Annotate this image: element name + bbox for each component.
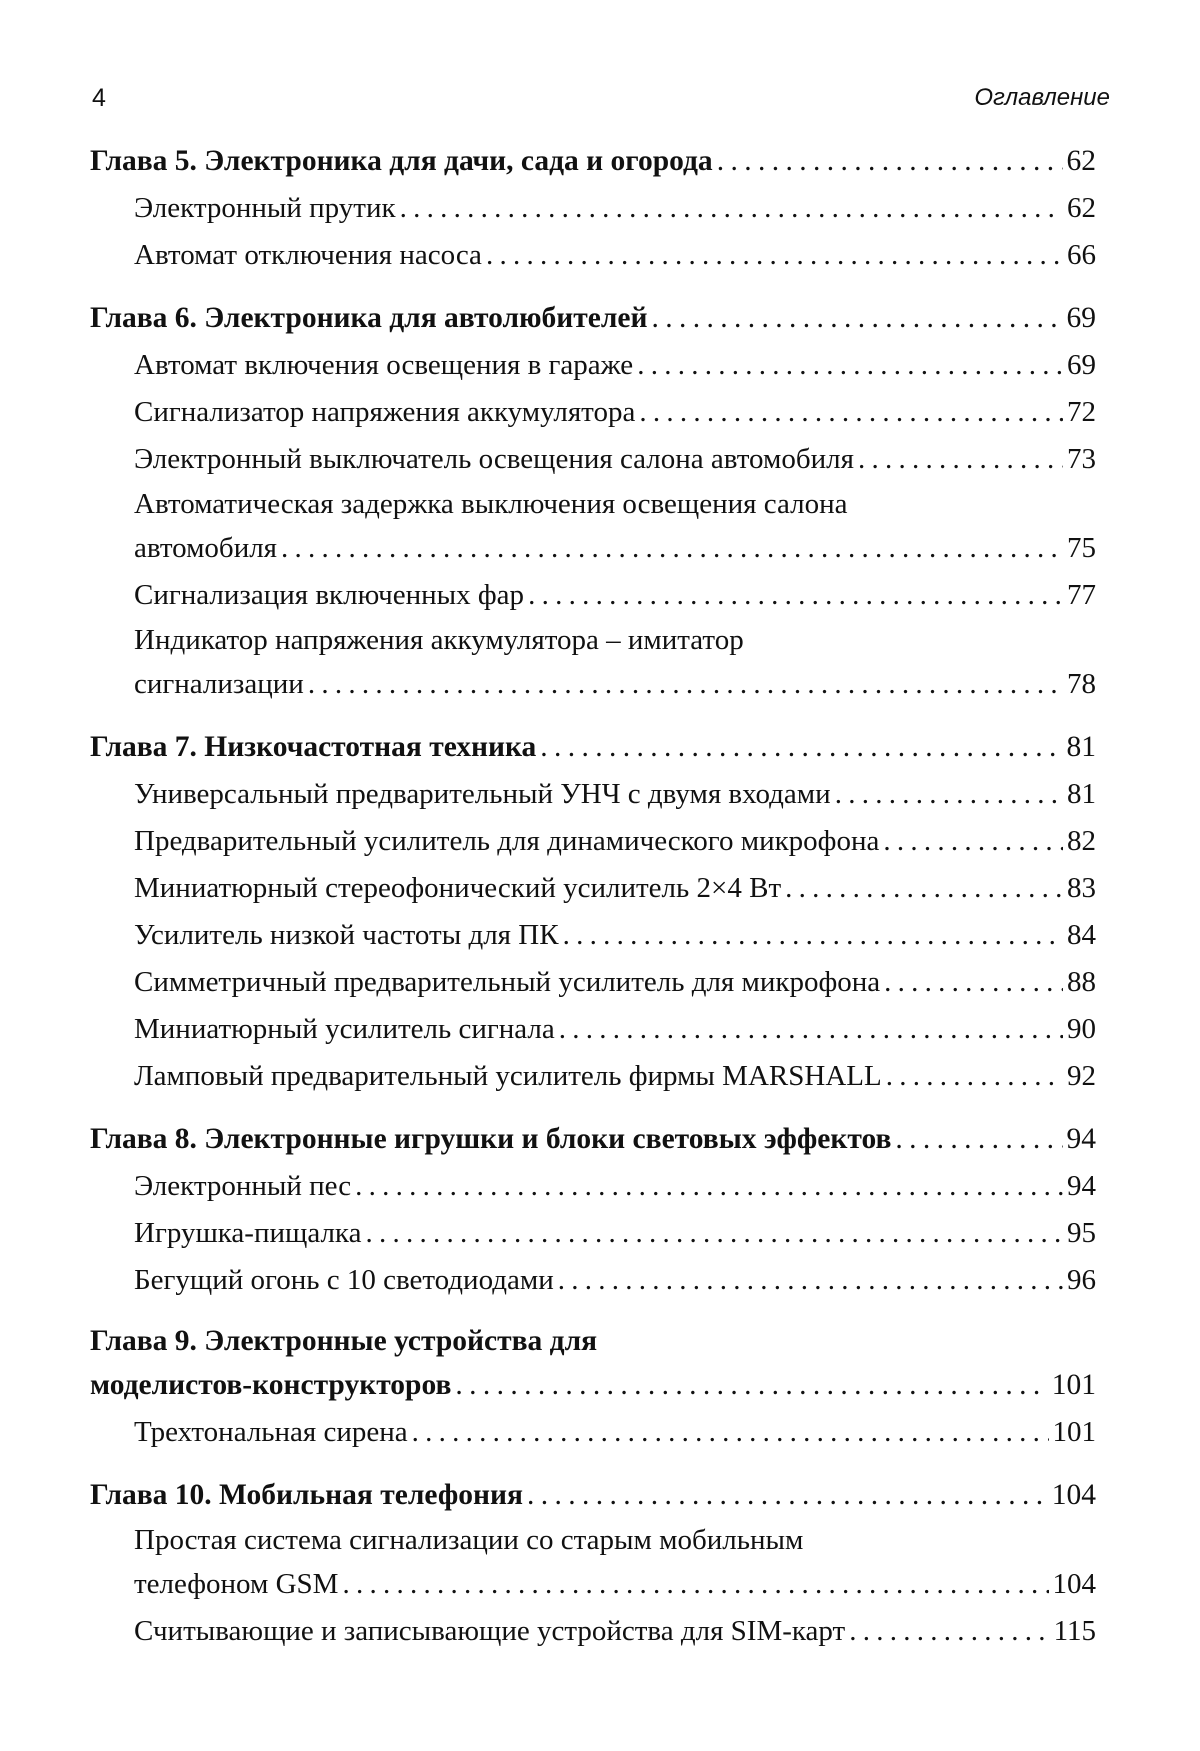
entry-title: Автомат включения освещения в гараже [134, 349, 634, 381]
chapter-title-line1: Глава 9. Электронные устройства для [90, 1325, 598, 1357]
chapter-title-line[interactable] [90, 138, 1096, 185]
toc-entry[interactable] [90, 1409, 1096, 1456]
chapter-title: Глава 6. Электроника для автолюбителей [90, 302, 648, 334]
entry-title: Универсальный предварительный УНЧ с двумя входами [134, 778, 831, 810]
dot-leader [486, 232, 1063, 279]
entry-page: 73 [1067, 443, 1096, 475]
toc-entry[interactable] [90, 1608, 1096, 1655]
dot-leader [355, 1163, 1063, 1210]
entry-page: 81 [1067, 778, 1096, 810]
entry-page: 94 [1067, 1170, 1096, 1202]
dot-leader [858, 436, 1063, 483]
toc-entry[interactable] [90, 1257, 1096, 1304]
entry-page: 92 [1067, 1060, 1096, 1092]
dot-leader [835, 771, 1063, 818]
toc-entry-wrap-line[interactable] [90, 483, 1096, 525]
toc-entry-wrap-line[interactable] [90, 1519, 1096, 1561]
chapter-title-line2: моделистов-конструкторов [90, 1369, 452, 1401]
chapter-9 [90, 1320, 1096, 1456]
chapter-title-wrap-line[interactable] [90, 1320, 1096, 1362]
entry-page: 69 [1067, 349, 1096, 381]
table-of-contents [90, 138, 1096, 1671]
dot-leader [785, 865, 1063, 912]
entry-page: 66 [1067, 239, 1096, 271]
entry-title-line2: телефоном GSM [134, 1568, 339, 1600]
dot-leader [717, 138, 1063, 185]
entry-title: Сигнализация включенных фар [134, 579, 525, 611]
dot-leader [558, 1257, 1063, 1304]
entry-page: 115 [1053, 1615, 1096, 1647]
entry-title: Автомат отключения насоса [134, 239, 482, 271]
chapter-7 [90, 724, 1096, 1100]
dot-leader [563, 912, 1063, 959]
toc-entry[interactable] [90, 389, 1096, 436]
chapter-title: Глава 8. Электронные игрушки и блоки световых эффектов [90, 1123, 892, 1155]
entry-title: Миниатюрный стереофонический усилитель 2×4 Вт [134, 872, 782, 904]
entry-title: Сигнализатор напряжения аккумулятора [134, 396, 636, 428]
dot-leader [365, 1210, 1063, 1257]
entry-title: Миниатюрный усилитель сигнала [134, 1013, 555, 1045]
dot-leader [652, 295, 1063, 342]
entry-page: 88 [1067, 966, 1096, 998]
entry-page: 83 [1067, 872, 1096, 904]
dot-leader [637, 342, 1063, 389]
entry-page: 90 [1067, 1013, 1096, 1045]
toc-entry[interactable] [90, 959, 1096, 1006]
chapter-page: 69 [1066, 302, 1096, 334]
toc-entry[interactable] [90, 661, 1096, 708]
toc-entry[interactable] [90, 771, 1096, 818]
entry-page: 82 [1067, 825, 1096, 857]
dot-leader [527, 1472, 1048, 1519]
dot-leader [886, 1053, 1063, 1100]
toc-entry[interactable] [90, 525, 1096, 572]
entry-page: 62 [1067, 192, 1096, 224]
chapter-page: 104 [1051, 1479, 1096, 1511]
entry-page: 78 [1067, 668, 1096, 700]
toc-entry[interactable] [90, 1006, 1096, 1053]
dot-leader [540, 724, 1062, 771]
dot-leader [281, 525, 1063, 572]
entry-page: 72 [1067, 396, 1096, 428]
chapter-title: Глава 7. Низкочастотная техника [90, 731, 537, 763]
chapter-6 [90, 295, 1096, 708]
running-head [92, 84, 1110, 124]
entry-page: 104 [1052, 1568, 1096, 1600]
entry-title: Электронный прутик [134, 192, 396, 224]
chapter-title-line[interactable] [90, 1362, 1096, 1409]
chapter-page: 101 [1051, 1369, 1096, 1401]
dot-leader [883, 818, 1063, 865]
dot-leader [455, 1362, 1047, 1409]
entry-title: Трехтональная сирена [134, 1416, 408, 1448]
chapter-title: Глава 5. Электроника для дачи, сада и огорода [90, 145, 713, 177]
entry-title: Усилитель низкой частоты для ПК [134, 919, 559, 951]
entry-title-line1: Индикатор напряжения аккумулятора – имитатор [134, 624, 744, 656]
chapter-title-line[interactable] [90, 1472, 1096, 1519]
chapter-title: Глава 10. Мобильная телефония [90, 1479, 523, 1511]
dot-leader [528, 572, 1063, 619]
toc-entry[interactable] [90, 818, 1096, 865]
dot-leader [895, 1116, 1062, 1163]
chapter-10 [90, 1472, 1096, 1655]
chapter-page: 62 [1066, 145, 1096, 177]
entry-title-line2: сигнализации [134, 668, 304, 700]
chapter-8 [90, 1116, 1096, 1304]
dot-leader [400, 185, 1063, 232]
entry-page: 75 [1067, 532, 1096, 564]
toc-entry[interactable] [90, 865, 1096, 912]
toc-entry[interactable] [90, 1210, 1096, 1257]
chapter-page: 94 [1066, 1123, 1096, 1155]
entry-title: Симметричный предварительный усилитель для микрофона [134, 966, 881, 998]
entry-page: 96 [1067, 1264, 1096, 1296]
entry-page: 101 [1052, 1416, 1096, 1448]
entry-title: Предварительный усилитель для динамического микрофона [134, 825, 880, 857]
chapter-title-line[interactable] [90, 724, 1096, 771]
entry-title: Ламповый предварительный усилитель фирмы MARSHALL [134, 1060, 882, 1092]
entry-title: Игрушка-пищалка [134, 1217, 362, 1249]
toc-entry[interactable] [90, 1561, 1096, 1608]
running-title: Оглавление [974, 84, 1110, 111]
entry-title-line1: Простая система сигнализации со старым мобильным [134, 1524, 804, 1556]
dot-leader [559, 1006, 1063, 1053]
chapter-5 [90, 138, 1096, 279]
toc-entry[interactable] [90, 572, 1096, 619]
toc-entry-wrap-line[interactable] [90, 619, 1096, 661]
toc-entry[interactable] [90, 232, 1096, 279]
toc-entry[interactable] [90, 185, 1096, 232]
dot-leader [849, 1608, 1049, 1655]
toc-entry[interactable] [90, 1163, 1096, 1210]
entry-title-line2: автомобиля [134, 532, 278, 564]
dot-leader [308, 661, 1063, 708]
toc-entry[interactable] [90, 342, 1096, 389]
entry-page: 84 [1067, 919, 1096, 951]
entry-title: Бегущий огонь с 10 светодиодами [134, 1264, 554, 1296]
chapter-title-line[interactable] [90, 1116, 1096, 1163]
dot-leader [884, 959, 1063, 1006]
toc-entry[interactable] [90, 436, 1096, 483]
chapter-title-line[interactable] [90, 295, 1096, 342]
dot-leader [342, 1561, 1048, 1608]
toc-entry[interactable] [90, 912, 1096, 959]
entry-page: 77 [1067, 579, 1096, 611]
entry-title-line1: Автоматическая задержка выключения освещения салона [134, 488, 848, 520]
entry-title: Электронный пес [134, 1170, 352, 1202]
entry-title: Электронный выключатель освещения салона автомобиля [134, 443, 854, 475]
dot-leader [412, 1409, 1049, 1456]
dot-leader [639, 389, 1063, 436]
entry-title: Считывающие и записывающие устройства для SIM-карт [134, 1615, 846, 1647]
entry-page: 95 [1067, 1217, 1096, 1249]
toc-entry[interactable] [90, 1053, 1096, 1100]
chapter-page: 81 [1066, 731, 1096, 763]
page-number: 4 [92, 84, 106, 112]
